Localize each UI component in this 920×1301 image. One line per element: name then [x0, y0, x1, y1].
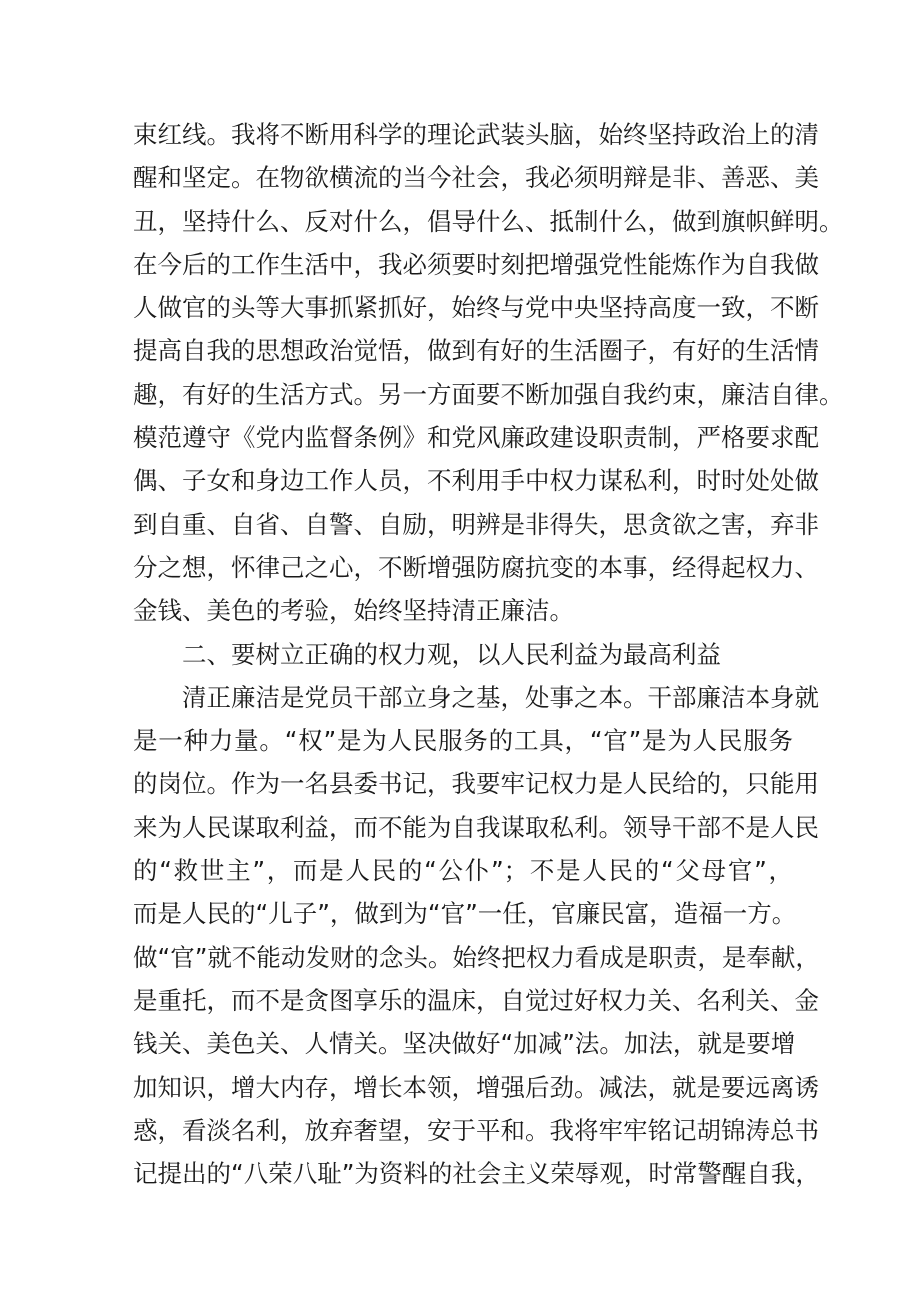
text-line: 做“官”就不能动发财的念头。始终把权力看成是职责，是奉献， [133, 942, 820, 972]
text-line: 丑，坚持什么、反对什么，倡导什么、抵制什么，做到旗帜鲜明。 [133, 206, 844, 236]
text-line: 清正廉洁是党员干部立身之基，处事之本。干部廉洁本身就 [182, 682, 819, 712]
text-line: 而是人民的“儿子”，做到为“官”一任，官廉民富，造福一方。 [133, 899, 797, 929]
document-body [133, 113, 844, 1195]
text-line: 偶、子女和身边工作人员，不利用手中权力谋私利，时时处处做 [133, 466, 819, 496]
text-line: 的岗位。作为一名县委书记，我要牢记权力是人民给的，只能用 [133, 769, 819, 799]
text-line: 的“救世主”，而是人民的“公仆”；不是人民的“父母官”， [133, 856, 793, 886]
text-line: 钱关、美色关、人情关。坚决做好“加减”法。加法，就是要增 [133, 1029, 796, 1059]
text-line: 分之想，怀律己之心，不断增强防腐抗变的本事，经得起权力、 [133, 552, 819, 582]
text-line: 在今后的工作生活中，我必须要时刻把增强党性能炼作为自我做 [133, 249, 819, 279]
text-line: 金钱、美色的考验，始终坚持清正廉洁。 [133, 596, 574, 626]
text-line: 趣，有好的生活方式。另一方面要不断加强自我约束，廉洁自律。 [133, 379, 844, 409]
text-line: 人做官的头等大事抓紧抓好，始终与党中央坚持高度一致，不断 [133, 293, 819, 323]
text-line: 是重托，而不是贪图享乐的温床，自觉过好权力关、名利关、金 [133, 985, 819, 1015]
section-heading: 二、要树立正确的权力观，以人民利益为最高利益 [182, 639, 721, 669]
text-line: 来为人民谋取利益，而不能为自我谋取私利。领导干部不是人民 [133, 812, 819, 842]
text-line: 提高自我的思想政治觉悟，做到有好的生活圈子，有好的生活情 [133, 336, 819, 366]
text-line: 是一种力量。“权”是为人民服务的工具，“官”是为人民服务 [133, 726, 793, 756]
text-line: 束红线。我将不断用科学的理论武装头脑，始终坚持政治上的清 [133, 120, 819, 149]
text-line: 惑，看淡名利，放弃奢望，安于平和。我将牢牢铭记胡锦涛总书 [133, 1115, 819, 1145]
text-line: 醒和坚定。在物欲横流的当今社会，我必须明辩是非、善恶、美 [133, 163, 819, 193]
text-line: 模范遵守《党内监督条例》和党风廉政建设职责制，严格要求配 [133, 423, 819, 453]
text-line: 到自重、自省、自警、自励，明辨是非得失，思贪欲之害，弃非 [133, 509, 819, 539]
text-line: 加知识，增大内存，增长本领，增强后劲。减法，就是要远离诱 [133, 1072, 819, 1102]
text-line: 记提出的“八荣八耻”为资料的社会主义荣辱观，时常警醒自我， [133, 1159, 820, 1189]
